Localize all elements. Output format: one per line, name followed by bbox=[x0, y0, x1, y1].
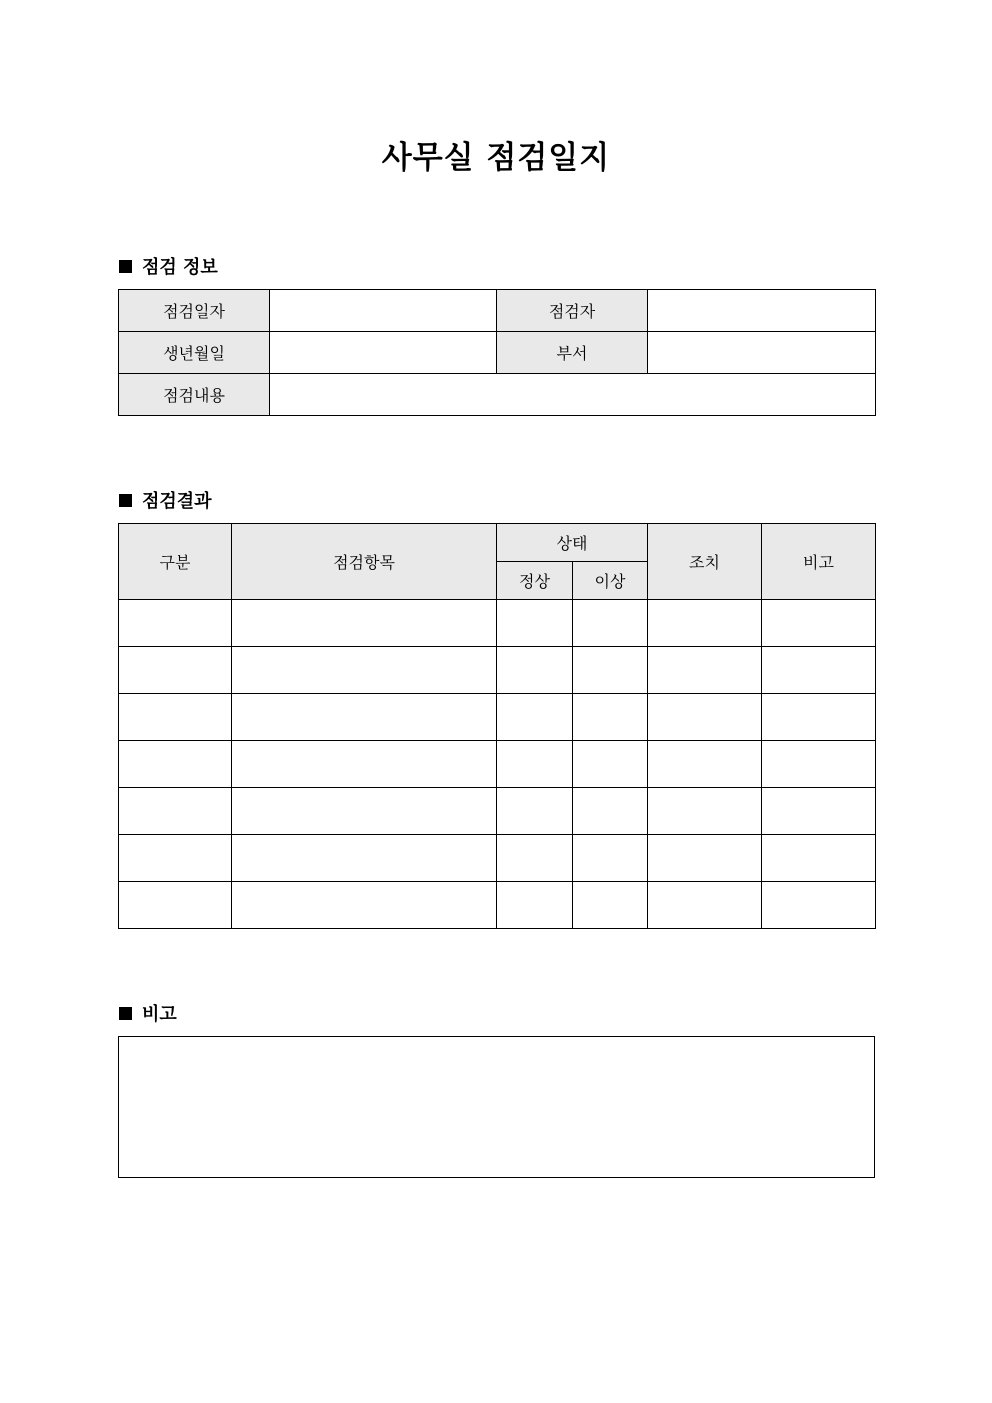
inspection-date-label: 점검일자 bbox=[119, 290, 270, 332]
cell-remarks[interactable] bbox=[762, 600, 876, 647]
cell-item[interactable] bbox=[232, 882, 497, 929]
cell-item[interactable] bbox=[232, 835, 497, 882]
cell-category[interactable] bbox=[119, 882, 232, 929]
birth-date-label: 생년월일 bbox=[119, 332, 270, 374]
table-row bbox=[119, 647, 876, 694]
cell-category[interactable] bbox=[119, 741, 232, 788]
square-bullet-icon bbox=[119, 1007, 132, 1020]
table-row bbox=[119, 741, 876, 788]
remarks-textarea[interactable] bbox=[118, 1036, 875, 1178]
cell-action[interactable] bbox=[648, 788, 762, 835]
cell-remarks[interactable] bbox=[762, 835, 876, 882]
section-heading-remarks-label: 비고 bbox=[142, 1004, 177, 1025]
cell-abnormal[interactable] bbox=[573, 788, 648, 835]
cell-abnormal[interactable] bbox=[573, 835, 648, 882]
cell-normal[interactable] bbox=[497, 600, 573, 647]
inspection-date-field[interactable] bbox=[270, 290, 497, 332]
cell-item[interactable] bbox=[232, 600, 497, 647]
department-field[interactable] bbox=[648, 332, 876, 374]
department-label: 부서 bbox=[497, 332, 648, 374]
cell-action[interactable] bbox=[648, 835, 762, 882]
header-normal: 정상 bbox=[497, 562, 573, 600]
header-status: 상태 bbox=[497, 524, 648, 562]
header-item: 점검항목 bbox=[232, 524, 497, 600]
cell-category[interactable] bbox=[119, 788, 232, 835]
cell-category[interactable] bbox=[119, 835, 232, 882]
cell-abnormal[interactable] bbox=[573, 647, 648, 694]
info-row bbox=[119, 290, 876, 332]
inspector-label: 점검자 bbox=[497, 290, 648, 332]
table-row bbox=[119, 600, 876, 647]
section-heading-info bbox=[119, 253, 218, 279]
birth-date-field[interactable] bbox=[270, 332, 497, 374]
cell-abnormal[interactable] bbox=[573, 741, 648, 788]
inspector-field[interactable] bbox=[648, 290, 876, 332]
header-category: 구분 bbox=[119, 524, 232, 600]
header-remarks: 비고 bbox=[762, 524, 876, 600]
square-bullet-icon bbox=[119, 494, 132, 507]
cell-normal[interactable] bbox=[497, 741, 573, 788]
cell-category[interactable] bbox=[119, 600, 232, 647]
cell-remarks[interactable] bbox=[762, 741, 876, 788]
inspection-content-field[interactable] bbox=[270, 374, 876, 416]
section-heading-remarks bbox=[119, 1000, 177, 1026]
table-row bbox=[119, 882, 876, 929]
cell-item[interactable] bbox=[232, 741, 497, 788]
cell-action[interactable] bbox=[648, 694, 762, 741]
cell-remarks[interactable] bbox=[762, 647, 876, 694]
header-action: 조치 bbox=[648, 524, 762, 600]
cell-remarks[interactable] bbox=[762, 694, 876, 741]
cell-category[interactable] bbox=[119, 694, 232, 741]
cell-abnormal[interactable] bbox=[573, 694, 648, 741]
cell-normal[interactable] bbox=[497, 835, 573, 882]
section-heading-results bbox=[119, 487, 212, 513]
table-row bbox=[119, 835, 876, 882]
cell-remarks[interactable] bbox=[762, 788, 876, 835]
section-heading-info-label: 점검 정보 bbox=[142, 257, 218, 278]
cell-item[interactable] bbox=[232, 694, 497, 741]
cell-item[interactable] bbox=[232, 647, 497, 694]
table-row bbox=[119, 694, 876, 741]
cell-item[interactable] bbox=[232, 788, 497, 835]
square-bullet-icon bbox=[119, 260, 132, 273]
cell-remarks[interactable] bbox=[762, 882, 876, 929]
cell-normal[interactable] bbox=[497, 694, 573, 741]
info-row bbox=[119, 332, 876, 374]
cell-action[interactable] bbox=[648, 647, 762, 694]
cell-action[interactable] bbox=[648, 741, 762, 788]
cell-category[interactable] bbox=[119, 647, 232, 694]
section-heading-results-label: 점검결과 bbox=[142, 491, 212, 512]
results-header-row bbox=[119, 524, 876, 562]
cell-abnormal[interactable] bbox=[573, 600, 648, 647]
cell-action[interactable] bbox=[648, 600, 762, 647]
cell-normal[interactable] bbox=[497, 882, 573, 929]
cell-action[interactable] bbox=[648, 882, 762, 929]
cell-abnormal[interactable] bbox=[573, 882, 648, 929]
info-table bbox=[118, 289, 876, 416]
page-title: 사무실 점검일지 bbox=[381, 140, 611, 176]
info-row bbox=[119, 374, 876, 416]
cell-normal[interactable] bbox=[497, 647, 573, 694]
inspection-content-label: 점검내용 bbox=[119, 374, 270, 416]
table-row bbox=[119, 788, 876, 835]
header-abnormal: 이상 bbox=[573, 562, 648, 600]
cell-normal[interactable] bbox=[497, 788, 573, 835]
results-table bbox=[118, 523, 876, 929]
